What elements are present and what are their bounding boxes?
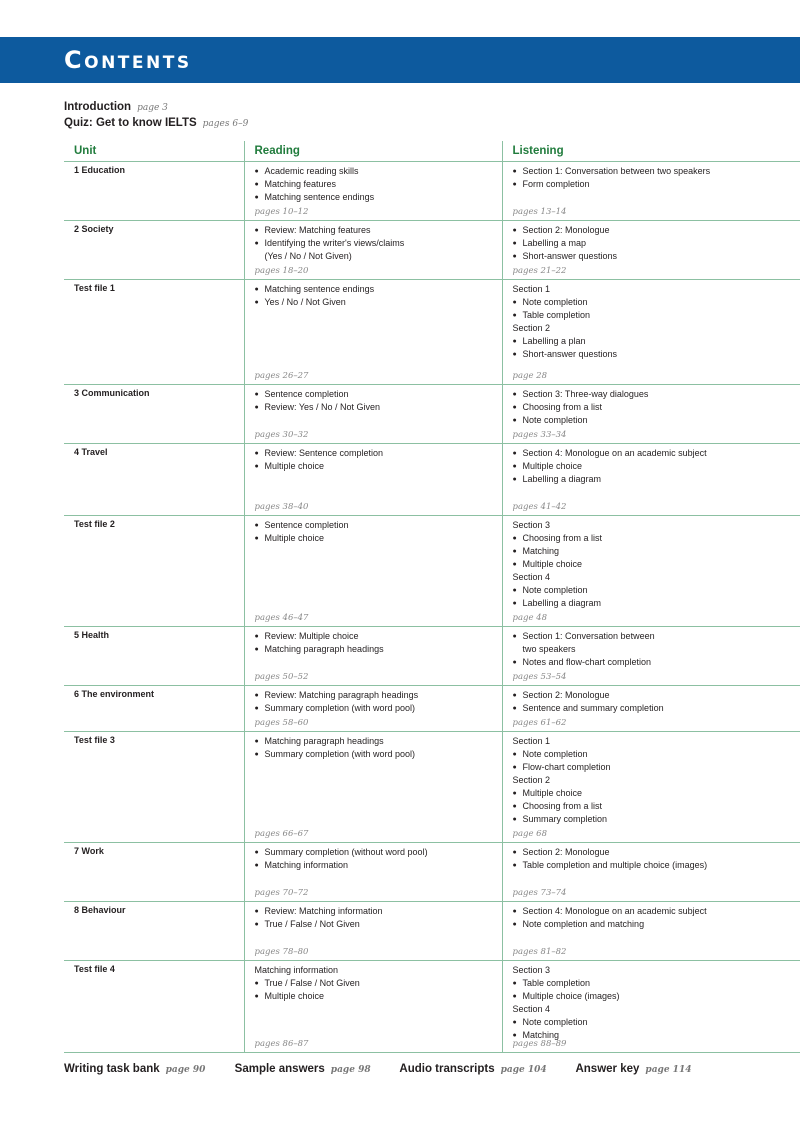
reading-content bbox=[255, 447, 494, 513]
footer-page: page 104 bbox=[500, 1065, 547, 1075]
unit-cell[interactable]: Test file 2 bbox=[64, 516, 244, 627]
quiz-label: Quiz: Get to know IELTS bbox=[64, 117, 197, 129]
listening-pages[interactable]: page 28 bbox=[512, 371, 547, 381]
reading-pages[interactable]: pages 58–60 bbox=[254, 718, 309, 728]
listening-item: ● Note completion bbox=[513, 1016, 793, 1029]
listening-section-heading: Section 3 bbox=[512, 520, 551, 530]
footer-label: Answer key bbox=[575, 1063, 640, 1075]
listening-list bbox=[513, 283, 793, 361]
reading-content bbox=[255, 735, 494, 840]
listening-item: ● Section 4: Monologue on an academic subject bbox=[513, 447, 793, 460]
listening-item: ● Short-answer questions bbox=[513, 348, 793, 361]
reading-item: ● Matching sentence endings bbox=[255, 191, 494, 204]
quiz-page: pages 6–9 bbox=[202, 119, 249, 129]
listening-item: ● Form completion bbox=[513, 178, 793, 191]
reading-list bbox=[255, 165, 494, 204]
reading-item: ● Identifying the writer's views/claims bbox=[255, 237, 494, 250]
listening-column-header: Listening bbox=[502, 141, 800, 162]
reading-list bbox=[255, 735, 494, 761]
listening-cell bbox=[502, 843, 800, 902]
table-row bbox=[64, 627, 800, 686]
unit-cell[interactable]: 7 Work bbox=[64, 843, 244, 902]
reading-cell bbox=[244, 162, 502, 221]
listening-section-heading: Section 2 bbox=[512, 775, 551, 785]
reading-item: ● Matching features bbox=[255, 178, 494, 191]
reading-cell bbox=[244, 902, 502, 961]
listening-pages[interactable]: pages 81–82 bbox=[512, 947, 567, 957]
reading-list bbox=[255, 447, 494, 473]
reading-pages[interactable]: pages 86–87 bbox=[254, 1039, 309, 1049]
intro-label: Introduction bbox=[64, 101, 132, 113]
footer-label: Audio transcripts bbox=[399, 1063, 495, 1075]
listening-section-heading: Section 3 bbox=[512, 965, 551, 975]
listening-cell bbox=[502, 516, 800, 627]
listening-item: ● Section 3: Three-way dialogues bbox=[513, 388, 793, 401]
reading-item: ● Matching paragraph headings bbox=[255, 735, 494, 748]
table-row bbox=[64, 385, 800, 444]
table-row bbox=[64, 516, 800, 627]
reading-item: ● True / False / Not Given bbox=[255, 918, 494, 931]
listening-item: ● Multiple choice bbox=[513, 558, 793, 571]
table-row bbox=[64, 444, 800, 516]
listening-item: ● Sentence and summary completion bbox=[513, 702, 793, 715]
listening-content bbox=[513, 905, 793, 958]
table-row bbox=[64, 902, 800, 961]
listening-list bbox=[513, 447, 793, 486]
reading-pages[interactable]: pages 78–80 bbox=[254, 947, 309, 957]
listening-item: ● Flow-chart completion bbox=[513, 761, 793, 774]
listening-list bbox=[513, 689, 793, 715]
listening-item: ● Matching bbox=[513, 545, 793, 558]
reading-item: ● Matching paragraph headings bbox=[255, 643, 494, 656]
listening-item: ● Labelling a map bbox=[513, 237, 793, 250]
reading-content bbox=[255, 846, 494, 899]
listening-pages[interactable]: pages 53–54 bbox=[512, 672, 567, 682]
unit-cell[interactable]: 6 The environment bbox=[64, 686, 244, 732]
listening-item: ● Note completion bbox=[513, 414, 793, 427]
listening-pages[interactable]: page 68 bbox=[512, 829, 547, 839]
reading-item: ● Multiple choice bbox=[255, 990, 494, 1003]
listening-content bbox=[513, 630, 793, 683]
reading-pages[interactable]: pages 50–52 bbox=[254, 672, 309, 682]
footer-links bbox=[64, 1063, 717, 1075]
listening-item: ● Summary completion bbox=[513, 813, 793, 826]
table-row bbox=[64, 280, 800, 385]
listening-pages[interactable]: pages 21–22 bbox=[512, 266, 567, 276]
listening-section-heading: Section 4 bbox=[512, 572, 551, 582]
table-row bbox=[64, 732, 800, 843]
reading-item: ● True / False / Not Given bbox=[255, 977, 494, 990]
listening-cell bbox=[502, 627, 800, 686]
reading-item: ● Summary completion (with word pool) bbox=[255, 748, 494, 761]
reading-cell bbox=[244, 444, 502, 516]
listening-list bbox=[513, 905, 793, 931]
reading-pages[interactable]: pages 26–27 bbox=[254, 371, 309, 381]
listening-item: ● Choosing from a list bbox=[513, 800, 793, 813]
reading-item: ● Yes / No / Not Given bbox=[255, 296, 494, 309]
reading-pages[interactable]: pages 66–67 bbox=[254, 829, 309, 839]
reading-item: ● Review: Sentence completion bbox=[255, 447, 494, 460]
unit-cell[interactable]: Test file 3 bbox=[64, 732, 244, 843]
reading-content bbox=[255, 689, 494, 729]
footer-page: page 114 bbox=[645, 1065, 692, 1075]
listening-item: ● Notes and flow-chart completion bbox=[513, 656, 793, 669]
listening-pages[interactable]: pages 73–74 bbox=[512, 888, 567, 898]
reading-content bbox=[255, 630, 494, 683]
reading-list bbox=[255, 905, 494, 931]
listening-section-heading: Section 4 bbox=[512, 1004, 551, 1014]
reading-item: ● Summary completion (without word pool) bbox=[255, 846, 494, 859]
reading-content bbox=[255, 905, 494, 958]
listening-section-heading: Section 1 bbox=[512, 736, 551, 746]
footer-sample-answers[interactable] bbox=[235, 1063, 371, 1075]
reading-pages[interactable]: pages 30–32 bbox=[254, 430, 309, 440]
listening-item: ● Matching bbox=[513, 1029, 793, 1042]
reading-content bbox=[255, 165, 494, 218]
listening-cell bbox=[502, 280, 800, 385]
reading-item: ● Matching sentence endings bbox=[255, 283, 494, 296]
listening-cell bbox=[502, 686, 800, 732]
listening-pages[interactable]: pages 61–62 bbox=[512, 718, 567, 728]
page-title: Contents bbox=[64, 46, 192, 74]
listening-item: ● Multiple choice bbox=[513, 787, 793, 800]
reading-cell bbox=[244, 627, 502, 686]
reading-item: ● Matching information bbox=[255, 859, 494, 872]
listening-content bbox=[513, 846, 793, 899]
listening-list bbox=[513, 165, 793, 191]
footer-page: page 90 bbox=[165, 1065, 206, 1075]
reading-item: ● Sentence completion bbox=[255, 519, 494, 532]
unit-cell[interactable]: 1 Education bbox=[64, 162, 244, 221]
reading-list bbox=[255, 630, 494, 656]
reading-list bbox=[255, 846, 494, 872]
listening-item: ● Section 1: Conversation between two speakers bbox=[513, 165, 793, 178]
table-row bbox=[64, 162, 800, 221]
listening-item: ● Table completion bbox=[513, 309, 793, 322]
listening-content bbox=[513, 165, 793, 218]
reading-content bbox=[255, 519, 494, 624]
intro-page: page 3 bbox=[137, 103, 168, 113]
reading-pages[interactable]: pages 10–12 bbox=[254, 207, 309, 217]
listening-content bbox=[513, 689, 793, 729]
reading-item: (Yes / No / Not Given) bbox=[264, 251, 352, 261]
reading-section-heading: Matching information bbox=[254, 965, 339, 975]
listening-list bbox=[513, 388, 793, 427]
listening-item: ● Multiple choice bbox=[513, 460, 793, 473]
listening-cell bbox=[502, 732, 800, 843]
listening-cell bbox=[502, 902, 800, 961]
listening-cell bbox=[502, 221, 800, 280]
listening-item: ● Section 4: Monologue on an academic subject bbox=[513, 905, 793, 918]
listening-item: ● Note completion bbox=[513, 748, 793, 761]
listening-item: ● Multiple choice (images) bbox=[513, 990, 793, 1003]
listening-list bbox=[513, 735, 793, 826]
listening-content bbox=[513, 964, 793, 1050]
listening-content bbox=[513, 735, 793, 840]
reading-pages[interactable]: pages 38–40 bbox=[254, 502, 309, 512]
quiz-line[interactable] bbox=[64, 116, 248, 132]
listening-cell bbox=[502, 961, 800, 1053]
reading-cell bbox=[244, 961, 502, 1053]
listening-item: ● Choosing from a list bbox=[513, 532, 793, 545]
listening-item: ● Section 1: Conversation between bbox=[513, 630, 793, 643]
reading-list bbox=[255, 964, 494, 1003]
listening-section-heading: Section 1 bbox=[512, 284, 551, 294]
reading-item: ● Review: Yes / No / Not Given bbox=[255, 401, 494, 414]
reading-item: ● Review: Matching information bbox=[255, 905, 494, 918]
reading-cell bbox=[244, 732, 502, 843]
unit-cell[interactable]: 3 Communication bbox=[64, 385, 244, 444]
table-header-row bbox=[64, 141, 800, 162]
reading-content bbox=[255, 224, 494, 277]
unit-column-header: Unit bbox=[64, 141, 244, 162]
listening-item: ● Table completion and multiple choice (images) bbox=[513, 859, 793, 872]
unit-cell[interactable]: Test file 1 bbox=[64, 280, 244, 385]
unit-cell[interactable]: 5 Health bbox=[64, 627, 244, 686]
reading-column-header: Reading bbox=[244, 141, 502, 162]
footer-label: Writing task bank bbox=[64, 1063, 160, 1075]
table-row bbox=[64, 221, 800, 280]
reading-item: ● Academic reading skills bbox=[255, 165, 494, 178]
table-row bbox=[64, 843, 800, 902]
listening-item: ● Choosing from a list bbox=[513, 401, 793, 414]
reading-list bbox=[255, 519, 494, 545]
footer-answer-key[interactable] bbox=[575, 1063, 691, 1075]
reading-list bbox=[255, 388, 494, 414]
reading-content bbox=[255, 283, 494, 382]
listening-item: ● Note completion and matching bbox=[513, 918, 793, 931]
listening-item: ● Table completion bbox=[513, 977, 793, 990]
reading-pages[interactable]: pages 70–72 bbox=[254, 888, 309, 898]
reading-cell bbox=[244, 385, 502, 444]
footer-writing-task-bank[interactable] bbox=[64, 1063, 205, 1075]
reading-item: ● Sentence completion bbox=[255, 388, 494, 401]
listening-cell bbox=[502, 385, 800, 444]
reading-list bbox=[255, 689, 494, 715]
listening-cell bbox=[502, 162, 800, 221]
intro-line[interactable] bbox=[64, 100, 248, 116]
reading-content bbox=[255, 388, 494, 441]
listening-item: ● Note completion bbox=[513, 296, 793, 309]
reading-list bbox=[255, 283, 494, 309]
listening-content bbox=[513, 447, 793, 513]
listening-list bbox=[513, 519, 793, 610]
reading-content bbox=[255, 964, 494, 1050]
reading-item: ● Review: Multiple choice bbox=[255, 630, 494, 643]
reading-list bbox=[255, 224, 494, 263]
unit-cell[interactable]: 4 Travel bbox=[64, 444, 244, 516]
reading-cell bbox=[244, 221, 502, 280]
unit-cell[interactable]: 8 Behaviour bbox=[64, 902, 244, 961]
unit-cell[interactable]: 2 Society bbox=[64, 221, 244, 280]
reading-pages[interactable]: pages 18–20 bbox=[254, 266, 309, 276]
listening-list bbox=[513, 846, 793, 872]
unit-cell[interactable]: Test file 4 bbox=[64, 961, 244, 1053]
listening-content bbox=[513, 283, 793, 382]
reading-cell bbox=[244, 843, 502, 902]
listening-item: ● Labelling a plan bbox=[513, 335, 793, 348]
listening-content bbox=[513, 224, 793, 277]
footer-audio-transcripts[interactable] bbox=[399, 1063, 546, 1075]
reading-item: ● Review: Matching features bbox=[255, 224, 494, 237]
contents-table bbox=[64, 141, 800, 1053]
listening-list bbox=[513, 224, 793, 263]
listening-pages[interactable]: pages 13–14 bbox=[512, 207, 567, 217]
listening-list bbox=[513, 964, 793, 1042]
listening-section-heading: Section 2 bbox=[512, 323, 551, 333]
listening-content bbox=[513, 519, 793, 624]
listening-list bbox=[513, 630, 793, 669]
listening-pages[interactable]: page 48 bbox=[512, 613, 547, 623]
listening-item: ● Short-answer questions bbox=[513, 250, 793, 263]
listening-pages[interactable]: pages 33–34 bbox=[512, 430, 567, 440]
reading-item: ● Multiple choice bbox=[255, 532, 494, 545]
listening-item: ● Section 2: Monologue bbox=[513, 689, 793, 702]
listening-pages[interactable]: pages 41–42 bbox=[512, 502, 567, 512]
reading-pages[interactable]: pages 46–47 bbox=[254, 613, 309, 623]
listening-cell bbox=[502, 444, 800, 516]
reading-item: ● Summary completion (with word pool) bbox=[255, 702, 494, 715]
footer-page: page 98 bbox=[330, 1065, 371, 1075]
reading-cell bbox=[244, 686, 502, 732]
listening-item: ● Labelling a diagram bbox=[513, 597, 793, 610]
table-row bbox=[64, 686, 800, 732]
listening-item: ● Note completion bbox=[513, 584, 793, 597]
intro-links bbox=[64, 100, 248, 132]
reading-item: ● Multiple choice bbox=[255, 460, 494, 473]
listening-item: two speakers bbox=[522, 644, 576, 654]
listening-pages[interactable]: pages 88–89 bbox=[512, 1039, 567, 1049]
listening-item: ● Labelling a diagram bbox=[513, 473, 793, 486]
listening-item: ● Section 2: Monologue bbox=[513, 224, 793, 237]
table-row bbox=[64, 961, 800, 1053]
contents-banner bbox=[0, 37, 800, 83]
reading-cell bbox=[244, 280, 502, 385]
reading-item: ● Review: Matching paragraph headings bbox=[255, 689, 494, 702]
footer-label: Sample answers bbox=[234, 1063, 325, 1075]
listening-content bbox=[513, 388, 793, 441]
listening-item: ● Section 2: Monologue bbox=[513, 846, 793, 859]
reading-cell bbox=[244, 516, 502, 627]
